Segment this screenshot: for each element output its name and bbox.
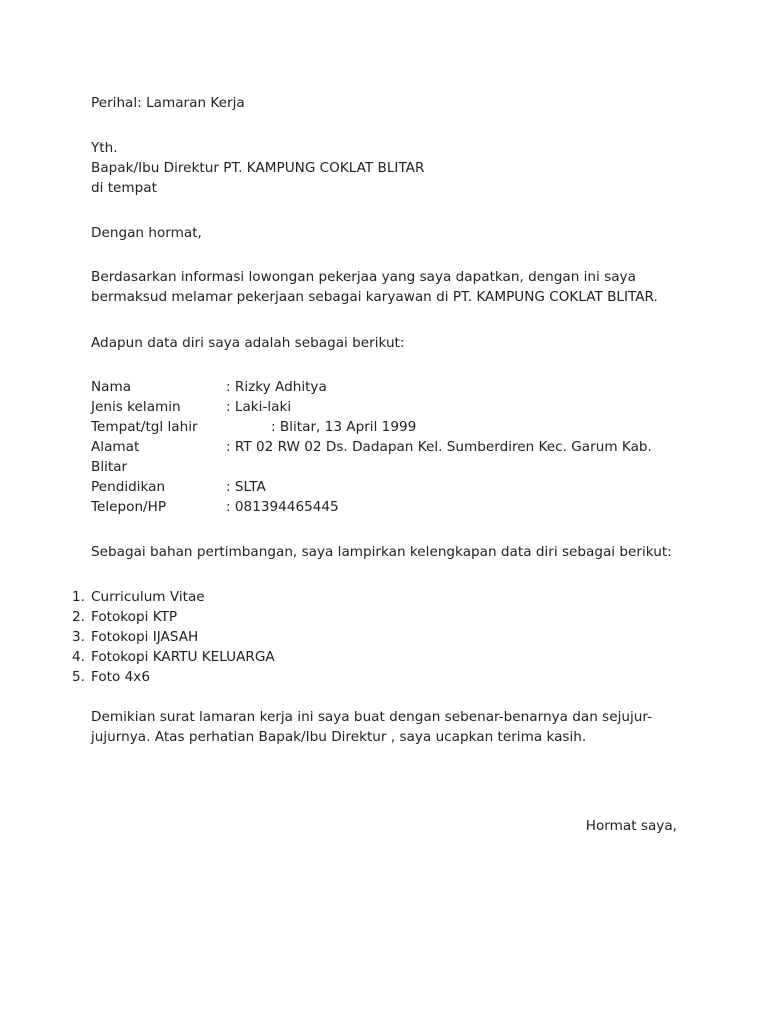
recipient-place: di tempat (91, 180, 157, 196)
data-value: : Laki-laki (226, 399, 292, 415)
closing-line-1: Demikian surat lamaran kerja ini saya buat dengan sebenar-benarnya dan sejujur- (91, 709, 653, 725)
list-item (72, 607, 691, 627)
list-number: 3. (72, 629, 85, 645)
data-row-education (91, 477, 691, 497)
list-text: Fotokopi IJASAH (91, 629, 199, 645)
list-item (72, 627, 691, 647)
attachments-list (72, 587, 691, 687)
data-label: Nama (91, 379, 132, 395)
list-item (72, 587, 691, 607)
subject-block (91, 93, 691, 113)
data-value: : Rizky Adhitya (226, 379, 327, 395)
data-label: Telepon/HP (91, 499, 167, 515)
data-row-birth (91, 417, 691, 437)
list-number: 4. (72, 649, 85, 665)
list-number: 2. (72, 609, 85, 625)
list-number: 5. (72, 669, 85, 685)
data-row-address-continuation (91, 457, 691, 477)
signoff: Hormat saya, (585, 818, 677, 834)
data-intro-block (91, 333, 691, 353)
data-row-name (91, 377, 691, 397)
data-value: : 081394465445 (226, 499, 339, 515)
attachments-intro-block (91, 542, 691, 562)
list-text: Fotokopi KTP (91, 609, 178, 625)
data-row-address (91, 437, 691, 457)
list-item (72, 667, 691, 687)
list-text: Fotokopi KARTU KELUARGA (91, 649, 275, 665)
greeting-line: Dengan hormat, (91, 225, 202, 241)
intro-paragraph (91, 267, 691, 307)
list-text: Curriculum Vitae (91, 589, 205, 605)
recipient-salutation: Yth. (91, 140, 118, 156)
data-value: : Blitar, 13 April 1999 (271, 419, 417, 435)
data-value-continuation: Blitar (91, 459, 128, 475)
closing-paragraph (91, 707, 691, 747)
intro-line-1: Berdasarkan informasi lowongan pekerjaa yang saya dapatkan, dengan ini saya (91, 269, 636, 285)
data-value: : RT 02 RW 02 Ds. Dadapan Kel. Sumberdiren Kec. Garum Kab. (226, 439, 652, 455)
attachments-intro-line: Sebagai bahan pertimbangan, saya lampirkan kelengkapan data diri sebagai berikut: (91, 544, 672, 560)
data-row-gender (91, 397, 691, 417)
intro-line-2: bermaksud melamar pekerjaan sebagai karyawan di PT. KAMPUNG COKLAT BLITAR. (91, 289, 658, 305)
subject-line: Perihal: Lamaran Kerja (91, 95, 245, 111)
data-label: Pendidikan (91, 479, 166, 495)
data-intro-line: Adapun data diri saya adalah sebagai berikut: (91, 335, 405, 351)
personal-data-table (91, 377, 691, 517)
list-text: Foto 4x6 (91, 669, 150, 685)
list-number: 1. (72, 589, 85, 605)
data-row-phone (91, 497, 691, 517)
greeting-block (91, 223, 691, 243)
data-value: : SLTA (226, 479, 266, 495)
data-label: Jenis kelamin (91, 399, 181, 415)
data-label: Alamat (91, 439, 140, 455)
closing-line-2: jujurnya. Atas perhatian Bapak/Ibu Direktur , saya ucapkan terima kasih. (91, 729, 587, 745)
list-item (72, 647, 691, 667)
data-label: Tempat/tgl lahir (91, 419, 198, 435)
recipient-block (91, 138, 691, 198)
recipient-name: Bapak/Ibu Direktur PT. KAMPUNG COKLAT BLITAR (91, 160, 425, 176)
